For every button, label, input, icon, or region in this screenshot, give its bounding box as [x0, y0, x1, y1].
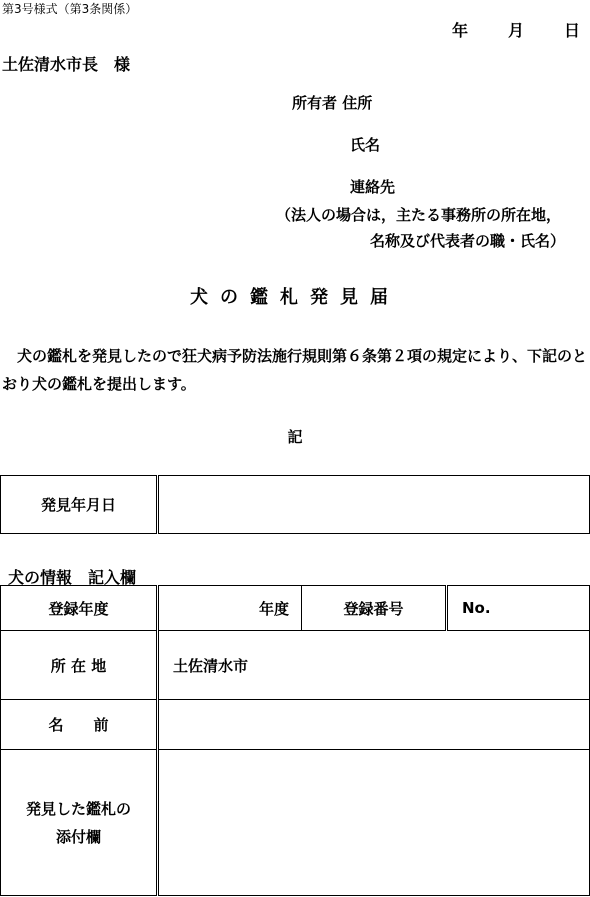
reg-year-label: 登録年度 — [1, 586, 158, 631]
date-year: 年 — [451, 21, 468, 40]
discovery-date-label: 発見年月日 — [1, 476, 158, 534]
location-field[interactable]: 土佐清水市 — [158, 631, 590, 700]
date-month: 月 — [507, 21, 524, 40]
form-number: 第3号様式（第3条関係） — [2, 2, 138, 16]
reg-year-field[interactable]: 年度 — [158, 586, 302, 631]
body-text: 犬の鑑札を発見したので狂犬病予防法施行規則第６条第２項の規定により、下記のとおり犬の鑑札を提出します。 — [2, 347, 588, 393]
dog-section-title: 犬の情報 記入欄 — [8, 568, 137, 587]
discovery-date-field[interactable] — [158, 476, 590, 534]
reg-row — [1, 586, 590, 631]
location-row — [1, 631, 590, 700]
ki-marker: 記 — [287, 428, 303, 446]
discovery-table — [0, 475, 590, 534]
name-field[interactable] — [158, 700, 590, 750]
reg-no-field[interactable]: No. — [447, 586, 590, 631]
reg-no-label: 登録番号 — [302, 586, 447, 631]
owner-note-line1: （法人の場合は，主たる事務所の所在地， — [276, 206, 562, 224]
dog-info-table — [0, 585, 590, 896]
owner-note-line2: 名称及び代表者の職・氏名） — [370, 232, 566, 250]
addressee: 土佐清水市長 様 — [2, 55, 131, 74]
document-title: 犬の鑑札発見届 — [190, 287, 400, 308]
name-label: 名 前 — [1, 700, 158, 750]
owner-address-label: 所有者 住所 — [292, 94, 373, 112]
owner-contact-label: 連絡先 — [350, 178, 396, 196]
tag-label-line1: 発見した鑑札の — [25, 799, 131, 818]
owner-name-label: 氏名 — [350, 136, 381, 154]
location-label: 所 在 地 — [1, 631, 158, 700]
tag-attach-label — [1, 750, 158, 896]
tag-label-line2: 添付欄 — [55, 827, 101, 846]
discovery-row — [1, 476, 590, 534]
date-row — [452, 18, 580, 41]
date-day: 日 — [563, 21, 580, 40]
tag-row — [1, 750, 590, 896]
tag-attach-field[interactable] — [158, 750, 590, 896]
name-row — [1, 700, 590, 750]
